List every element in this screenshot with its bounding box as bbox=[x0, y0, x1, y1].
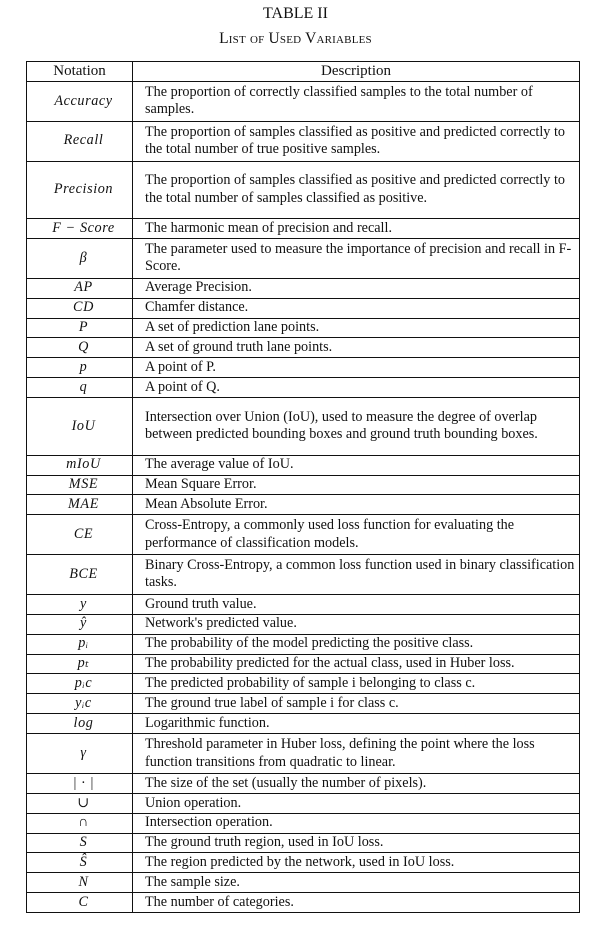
table-row bbox=[27, 495, 580, 515]
table-row bbox=[27, 82, 580, 122]
description-cell: Intersection over Union (IoU), used to measure the degree of overlap between predicted bounding boxes and ground truth bounding boxes. bbox=[133, 398, 580, 456]
table-row bbox=[27, 455, 580, 475]
table-row bbox=[27, 793, 580, 813]
notation-cell: pₜ bbox=[27, 654, 133, 674]
table-row bbox=[27, 694, 580, 714]
notation-cell: MAE bbox=[27, 495, 133, 515]
table-row bbox=[27, 219, 580, 239]
description-cell: The region predicted by the network, used in IoU loss. bbox=[133, 853, 580, 873]
table-row bbox=[27, 614, 580, 634]
notation-cell: pᵢc bbox=[27, 674, 133, 694]
description-cell: Union operation. bbox=[133, 793, 580, 813]
notation-cell: ŷ bbox=[27, 614, 133, 634]
table-number: TABLE II bbox=[263, 5, 328, 22]
notation-cell: Recall bbox=[27, 121, 133, 161]
description-cell: A point of P. bbox=[133, 358, 580, 378]
table-row bbox=[27, 398, 580, 456]
notation-cell: y bbox=[27, 594, 133, 614]
table-row bbox=[27, 674, 580, 694]
notation-cell: CE bbox=[27, 515, 133, 555]
description-cell: A set of ground truth lane points. bbox=[133, 338, 580, 358]
notation-cell: mIoU bbox=[27, 455, 133, 475]
notation-cell: S bbox=[27, 833, 133, 853]
notation-cell: ∩ bbox=[27, 813, 133, 833]
description-cell: The ground truth region, used in IoU loss. bbox=[133, 833, 580, 853]
table-row bbox=[27, 515, 580, 555]
table-row bbox=[27, 161, 580, 219]
description-cell: A set of prediction lane points. bbox=[133, 318, 580, 338]
description-cell: Network's predicted value. bbox=[133, 614, 580, 634]
table-row bbox=[27, 555, 580, 595]
description-cell: A point of Q. bbox=[133, 378, 580, 398]
table-row bbox=[27, 475, 580, 495]
notation-cell: q bbox=[27, 378, 133, 398]
description-cell: The predicted probability of sample i belonging to class c. bbox=[133, 674, 580, 694]
table-row bbox=[27, 734, 580, 774]
table-row bbox=[27, 358, 580, 378]
notation-cell: yᵢc bbox=[27, 694, 133, 714]
notation-cell: Accuracy bbox=[27, 82, 133, 122]
notation-cell: CD bbox=[27, 298, 133, 318]
description-cell: The probability predicted for the actual class, used in Huber loss. bbox=[133, 654, 580, 674]
notation-cell: | · | bbox=[27, 773, 133, 793]
notation-cell: P bbox=[27, 318, 133, 338]
description-cell: Average Precision. bbox=[133, 278, 580, 298]
description-cell: Chamfer distance. bbox=[133, 298, 580, 318]
description-cell: The number of categories. bbox=[133, 893, 580, 913]
notation-cell: ∪ bbox=[27, 793, 133, 813]
notation-cell: MSE bbox=[27, 475, 133, 495]
notation-cell: BCE bbox=[27, 555, 133, 595]
table-row bbox=[27, 873, 580, 893]
notation-cell: F − Score bbox=[27, 219, 133, 239]
table-row bbox=[27, 634, 580, 654]
description-cell: The size of the set (usually the number of pixels). bbox=[133, 773, 580, 793]
header-notation: Notation bbox=[27, 62, 133, 82]
table-row bbox=[27, 278, 580, 298]
description-cell: The harmonic mean of precision and recall. bbox=[133, 219, 580, 239]
table-row bbox=[27, 318, 580, 338]
description-cell: The proportion of samples classified as positive and predicted correctly to the total number of true positive samples. bbox=[133, 121, 580, 161]
description-cell: Intersection operation. bbox=[133, 813, 580, 833]
description-cell: Ground truth value. bbox=[133, 594, 580, 614]
notation-cell: N bbox=[27, 873, 133, 893]
table-header-row bbox=[27, 62, 580, 82]
description-cell: The average value of IoU. bbox=[133, 455, 580, 475]
description-cell: Logarithmic function. bbox=[133, 714, 580, 734]
description-cell: The sample size. bbox=[133, 873, 580, 893]
description-cell: Cross-Entropy, a commonly used loss function for evaluating the performance of classification models. bbox=[133, 515, 580, 555]
table-row bbox=[27, 893, 580, 913]
table-row bbox=[27, 298, 580, 318]
description-cell: Binary Cross-Entropy, a common loss function used in binary classification tasks. bbox=[133, 555, 580, 595]
table-row bbox=[27, 338, 580, 358]
description-cell: The ground true label of sample i for class c. bbox=[133, 694, 580, 714]
notation-cell: γ bbox=[27, 734, 133, 774]
notation-cell: AP bbox=[27, 278, 133, 298]
header-description: Description bbox=[133, 62, 580, 82]
notation-cell: p bbox=[27, 358, 133, 378]
table-row bbox=[27, 813, 580, 833]
notation-cell: β bbox=[27, 238, 133, 278]
table-row bbox=[27, 594, 580, 614]
notation-cell: Ŝ bbox=[27, 853, 133, 873]
table-row bbox=[27, 833, 580, 853]
notation-cell: Precision bbox=[27, 161, 133, 219]
description-cell: Mean Absolute Error. bbox=[133, 495, 580, 515]
description-cell: Threshold parameter in Huber loss, defining the point where the loss function transitions from quadratic to linear. bbox=[133, 734, 580, 774]
notation-cell: log bbox=[27, 714, 133, 734]
table-row bbox=[27, 714, 580, 734]
description-cell: Mean Square Error. bbox=[133, 475, 580, 495]
table-row bbox=[27, 654, 580, 674]
notation-cell: IoU bbox=[27, 398, 133, 456]
table-row bbox=[27, 121, 580, 161]
table-row bbox=[27, 238, 580, 278]
notation-cell: C bbox=[27, 893, 133, 913]
notation-cell: pᵢ bbox=[27, 634, 133, 654]
description-cell: The probability of the model predicting the positive class. bbox=[133, 634, 580, 654]
description-cell: The parameter used to measure the importance of precision and recall in F-Score. bbox=[133, 238, 580, 278]
table-row bbox=[27, 773, 580, 793]
description-cell: The proportion of samples classified as positive and predicted correctly to the total number of samples classified as positive. bbox=[133, 161, 580, 219]
table-row bbox=[27, 378, 580, 398]
table-body bbox=[27, 82, 580, 913]
table-caption: List of Used Variables bbox=[219, 30, 372, 47]
variables-table bbox=[26, 61, 580, 913]
description-cell: The proportion of correctly classified samples to the total number of samples. bbox=[133, 82, 580, 122]
notation-cell: Q bbox=[27, 338, 133, 358]
table-row bbox=[27, 853, 580, 873]
